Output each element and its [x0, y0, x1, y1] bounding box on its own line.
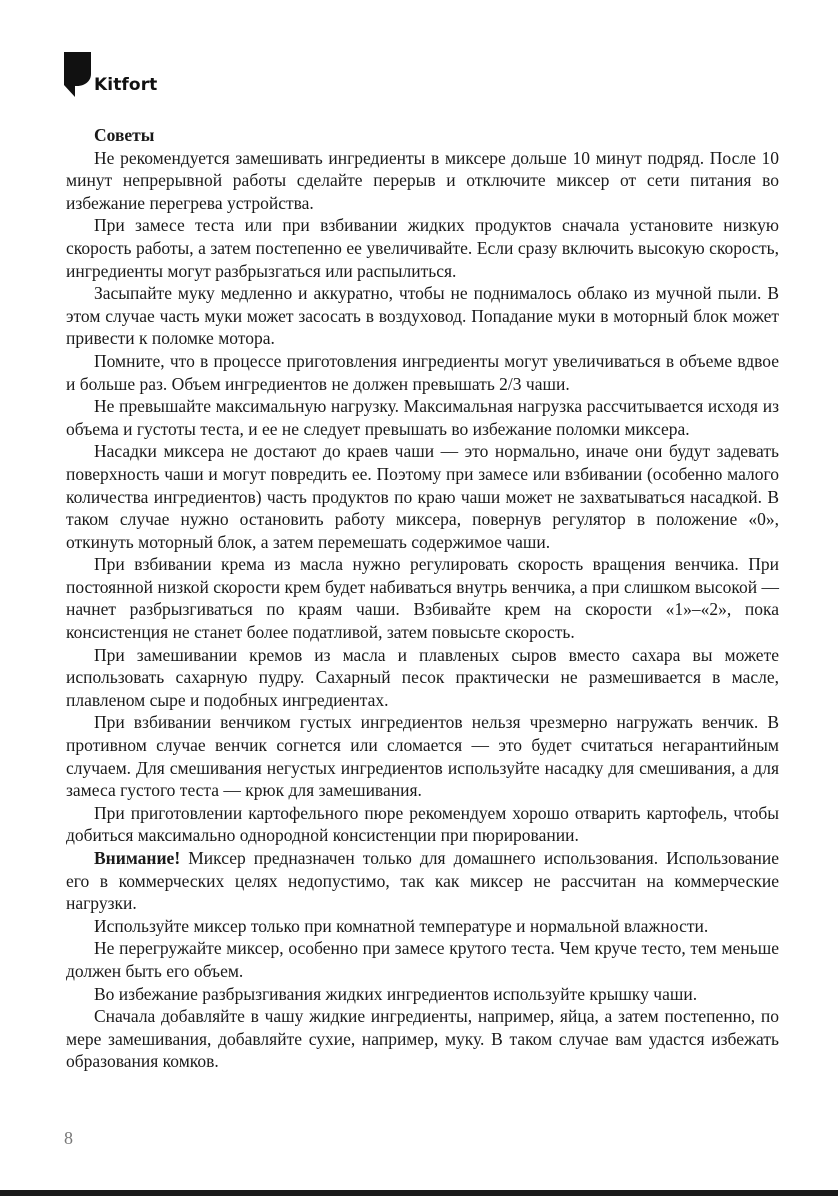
brand-name: Kitfort: [94, 75, 158, 95]
paragraph: Сначала добавляйте в чашу жидкие ингредиенты, например, яйца, а затем постепенно, по мере замешивания, добавляйте сухие, например, муку. В таком случае вам удастся избежать образования комков.: [66, 1006, 779, 1072]
paragraph: При приготовлении картофельного пюре рекомендуем хорошо отварить картофель, чтобы добиться максимально однородной консистенции при пюрировании.: [66, 802, 779, 846]
paragraph: Во избежание разбрызгивания жидких ингредиентов используйте крышку чаши.: [94, 983, 698, 1004]
paragraph: При взбивании венчиком густых ингредиентов нельзя чрезмерно нагружать венчик. В противном случае венчик согнется или сломается — это будет считаться негарантийным случаем. Для смешивания негустых ингредиентов используйте насадку для смешивания, а для замеса густого теста — крюк для замешивания.: [66, 712, 779, 801]
paragraph: Помните, что в процессе приготовления ингредиенты могут увеличиваться в объеме вдвое и больше раз. Объем ингредиентов не должен превышать 2/3 чаши.: [66, 350, 779, 394]
paragraph: При замешивании кремов из масла и плавленых сыров вместо сахара вы можете использовать сахарную пудру. Сахарный песок практически не размешивается в масле, плавленом сыре и подобных ингредиентах.: [66, 644, 779, 710]
paragraph: Используйте миксер только при комнатной температуре и нормальной влажности.: [94, 915, 709, 936]
paragraph: Не рекомендуется замешивать ингредиенты в миксере дольше 10 минут подряд. После 10 минут непрерывной работы сделайте перерыв и отключите миксер от сети питания во избежание перегрева устройства.: [66, 147, 779, 213]
warning-paragraph: [66, 847, 779, 915]
section-title: Советы: [94, 125, 155, 145]
paragraph: Не перегружайте миксер, особенно при замесе крутого теста. Чем круче тесто, тем меньше должен быть его объем.: [66, 938, 779, 981]
brand-logo: [64, 52, 184, 102]
warning-text: Миксер предназначен только для домашнего использования. Использование его в коммерческих целях недопустимо, так как миксер не рассчитан на коммерческие нагрузки.: [66, 848, 779, 914]
paragraph: При замесе теста или при взбивании жидких продуктов сначала установите низкую скорость работы, а затем постепенно ее увеличивайте. Если сразу включить высокую скорость, ингредиенты могут разбрызгаться или распылиться.: [66, 215, 779, 281]
tips-section: [66, 124, 779, 1073]
bottom-divider: [0, 1190, 838, 1196]
paragraph: Не превышайте максимальную нагрузку. Максимальная нагрузка рассчитывается исходя из объема и густоты теста, и ее не следует превышать во избежание поломки миксера.: [66, 396, 779, 439]
kitfort-logo-icon: [64, 52, 91, 97]
warning-label: Внимание!: [94, 848, 181, 868]
paragraph: Насадки миксера не достают до краев чаши — это нормально, иначе они будут задевать поверхность чаши и могут повредить ее. Поэтому при замесе или взбивании (особенно малого количества ингредиентов) часть продуктов по краю чаши может не захватываться насадкой. В таком случае нужно остановить работу миксера, повернув регулятор в положение «0», откинуть моторный блок, а затем перемешать содержимое чаши.: [66, 441, 779, 552]
paragraph: При взбивании крема из масла нужно регулировать скорость вращения венчика. При постоянной низкой скорости крем будет набиваться внутрь венчика, а при слишком высокой — начнет разбрызгиваться по краям чаши. Взбивайте крем на скорости «1»–«2», пока консистенция не станет более податливой, затем повысьте скорость.: [66, 554, 779, 643]
paragraph: Засыпайте муку медленно и аккуратно, чтобы не поднималось облако из мучной пыли. В этом случае часть муки может засосать в воздуховод. Попадание муки в моторный блок может привести к поломке мотора.: [66, 283, 779, 349]
page-number: 8: [64, 1128, 73, 1148]
